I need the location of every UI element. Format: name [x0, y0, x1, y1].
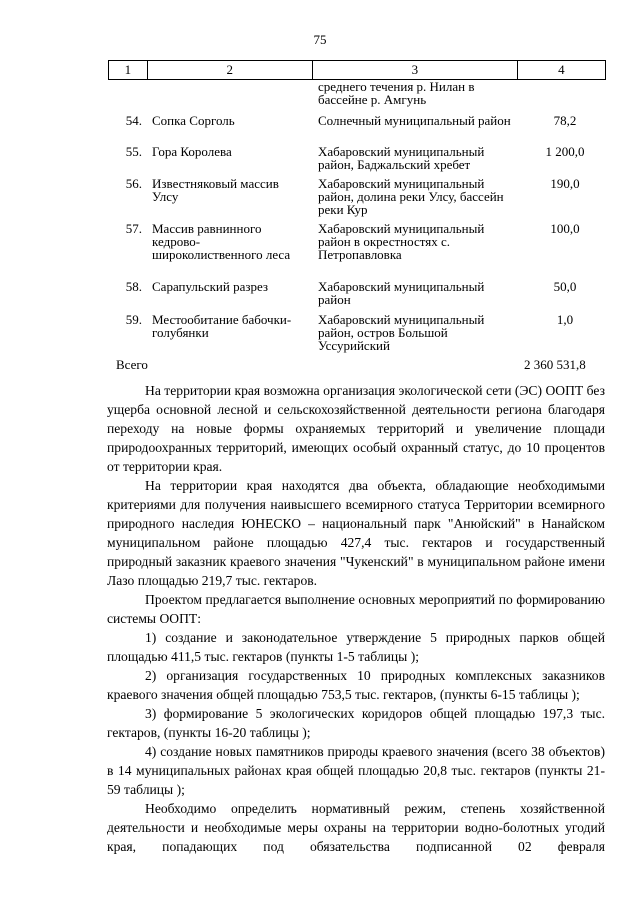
cell-area: 1 200,0: [545, 144, 585, 159]
header-col-3: 3: [312, 61, 517, 80]
cell-name: Местообитание бабочки-голубянки: [152, 312, 292, 340]
cell-location: Хабаровский муниципальный район: [318, 279, 485, 307]
cell-location: Хабаровский муниципальный район, остров Большой Уссурийский: [318, 312, 485, 353]
page-number: 75: [313, 32, 327, 47]
cell-area: 50,0: [553, 279, 577, 294]
cell-location: Солнечный муниципальный район: [318, 113, 511, 128]
cell-name: Известняковый массив Улсу: [152, 176, 279, 204]
cell-area: 100,0: [550, 221, 580, 236]
cell-name: Сопка Сорголь: [152, 113, 235, 128]
header-col-4: 4: [517, 61, 605, 80]
cell-number: 57.: [125, 221, 142, 236]
cell-number: 54.: [125, 113, 142, 128]
cell-area: 190,0: [550, 176, 580, 191]
table-header: [108, 60, 606, 80]
cell-name: Сарапульский разрез: [152, 279, 269, 294]
list-item: 1) создание и законодательное утверждение 5 природных парков общей площадью 411,5 тыс. гектаров (пункты 1-5 таблицы );: [107, 630, 605, 664]
body-text: [107, 381, 605, 856]
cell-location: среднего течения р. Нилан в бассейне р. Амгунь: [318, 79, 475, 107]
list-item: 4) создание новых памятников природы краевого значения (всего 38 объектов) в 14 муниципальных районах края общей площадью 20,8 тыс. гектаров (пункты 21-59 таблицы );: [107, 744, 605, 797]
paragraph: Необходимо определить нормативный режим, степень хозяйственной деятельности и необходимые меры охраны на территории водно-болотных угодий края, попадающих под обязательства подписанной 02 февраля: [107, 801, 605, 854]
cell-area: 1,0: [556, 312, 574, 327]
total-value: 2 360 531,8: [524, 357, 586, 372]
cell-name: Гора Королева: [152, 144, 232, 159]
cell-number: 58.: [125, 279, 142, 294]
cell-number: 59.: [125, 312, 142, 327]
list-item: 2) организация государственных 10 природных комплексных заказников краевого значения общей площадью 753,5 тыс. гектаров, (пункты 6-15 таблицы );: [107, 668, 605, 702]
total-label: Всего: [116, 357, 148, 372]
cell-number: 55.: [125, 144, 142, 159]
paragraph: На территории края находятся два объекта, обладающие необходимыми критериями для получения наивысшего всемирного статуса Территории всемирного природного наследия ЮНЕСКО – национальный парк "Анюйский" в Нанайском муниципальном районе площадью 427,4 тыс. гектаров и государственный природный заказник краевого значения "Чукенский" в муниципальном районе имени Лазо площадью 219,7 тыс. гектаров.: [107, 478, 605, 588]
cell-name: Массив равнинного кедрово-широколиственного леса: [152, 221, 291, 262]
cell-location: Хабаровский муниципальный район в окрестностях с. Петропавловка: [318, 221, 485, 262]
paragraph: На территории края возможна организация экологической сети (ЭС) ООПТ без ущерба основной лесной и сельскохозяйственной деятельности региона благодаря переходу на новые формы охраняемых территорий и увеличение площади природоохранных территорий, имеющих особый охранный статус, до 10 процентов от территории края.: [107, 383, 605, 474]
paragraph: Проектом предлагается выполнение основных мероприятий по формированию системы ООПТ:: [107, 592, 605, 626]
cell-location: Хабаровский муниципальный район, Баджальский хребет: [318, 144, 485, 172]
header-col-2: 2: [147, 61, 312, 80]
header-col-1: 1: [109, 61, 148, 80]
list-item: 3) формирование 5 экологических коридоров общей площадью 197,3 тыс. гектаров, (пункты 16-20 таблицы );: [107, 706, 605, 740]
cell-number: 56.: [125, 176, 142, 191]
cell-location: Хабаровский муниципальный район, долина реки Улсу, бассейн реки Кур: [318, 176, 504, 217]
cell-area: 78,2: [553, 113, 577, 128]
